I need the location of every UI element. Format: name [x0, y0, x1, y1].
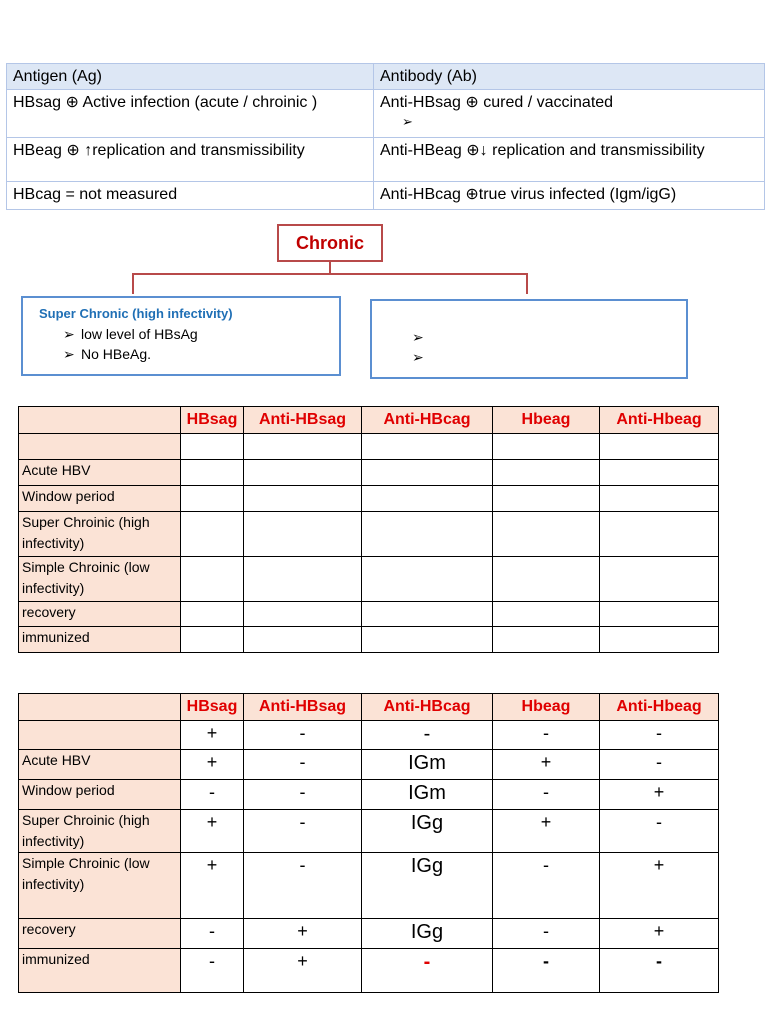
row-label: recovery [19, 919, 181, 949]
list-item [412, 327, 646, 347]
table-row [19, 460, 719, 486]
row-label [19, 721, 181, 750]
chronic-node: Chronic [277, 224, 383, 262]
value-cell [244, 602, 362, 627]
value-cell [493, 602, 600, 627]
value-cell [181, 460, 244, 486]
table-row [19, 919, 719, 949]
value-cell: - [600, 949, 719, 993]
value-cell [600, 557, 719, 602]
value-cell [362, 602, 493, 627]
bullet-arrow-icon: ➢ [412, 349, 424, 365]
value-cell: - [244, 721, 362, 750]
value-cell: - [493, 949, 600, 993]
table-row [19, 434, 719, 460]
corner-cell [19, 407, 181, 434]
table-header-row [19, 407, 719, 434]
value-cell [181, 627, 244, 653]
bullet-arrow-icon: ➢ [63, 346, 75, 362]
list-item: ➢ low level of HBsAg [63, 326, 198, 342]
value-cell [600, 512, 719, 557]
value-cell [493, 627, 600, 653]
value-cell: - [181, 949, 244, 993]
row-label: Super Chroinic (high infectivity) [19, 512, 181, 557]
blank-table-body [19, 434, 719, 653]
col-header: Anti-HBsag [244, 407, 362, 434]
value-cell [493, 512, 600, 557]
table-row [19, 486, 719, 512]
table-row [7, 138, 765, 182]
table-row [7, 90, 765, 138]
row-label: Super Chroinic (high infectivity) [19, 810, 181, 853]
value-cell: IGm [362, 780, 493, 810]
antigen-header: Antigen (Ag) [7, 64, 374, 90]
value-cell: + [244, 949, 362, 993]
value-cell: IGg [362, 810, 493, 853]
antigen-cell: HBeag ⊕ ↑replication and transmissibility [7, 138, 374, 182]
value-cell [493, 434, 600, 460]
antibody-header: Antibody (Ab) [374, 64, 765, 90]
col-header: HBsag [181, 407, 244, 434]
value-cell: + [244, 919, 362, 949]
value-cell [181, 557, 244, 602]
table-row [19, 949, 719, 993]
value-cell [362, 627, 493, 653]
value-cell: + [600, 780, 719, 810]
row-label: Simple Chroinic (low infectivity) [19, 853, 181, 919]
bullet-arrow-icon: ➢ [63, 326, 75, 342]
value-cell [362, 557, 493, 602]
super-chronic-title: Super Chronic (high infectivity) [39, 306, 233, 321]
col-header: Anti-HBcag [362, 694, 493, 721]
col-header: Anti-Hbeag [600, 694, 719, 721]
table-header-row [7, 64, 765, 90]
row-label [19, 434, 181, 460]
value-cell: + [600, 853, 719, 919]
table-row [7, 182, 765, 210]
table-row [19, 780, 719, 810]
antibody-cell [374, 90, 765, 138]
row-label: Simple Chroinic (low infectivity) [19, 557, 181, 602]
value-cell: IGg [362, 853, 493, 919]
value-cell: - [493, 919, 600, 949]
antibody-text: Anti-HBsag ⊕ cured / vaccinated [380, 94, 614, 111]
table-row [19, 810, 719, 853]
value-cell: - [600, 721, 719, 750]
corner-cell [19, 694, 181, 721]
value-cell: + [181, 721, 244, 750]
value-cell [600, 434, 719, 460]
table-row [19, 750, 719, 780]
answer-table-body [19, 721, 719, 993]
value-cell: - [181, 780, 244, 810]
row-label: Window period [19, 486, 181, 512]
value-cell: - [493, 721, 600, 750]
value-cell [600, 460, 719, 486]
value-cell: - [600, 750, 719, 780]
row-label: Acute HBV [19, 750, 181, 780]
row-label: recovery [19, 602, 181, 627]
col-header: Anti-HBcag [362, 407, 493, 434]
value-cell [181, 486, 244, 512]
value-cell: + [181, 810, 244, 853]
value-cell [362, 486, 493, 512]
table-header-row [19, 694, 719, 721]
value-cell: - [244, 780, 362, 810]
value-cell [181, 434, 244, 460]
table-row [19, 721, 719, 750]
table-row [19, 602, 719, 627]
table-row [19, 853, 719, 919]
antigen-antibody-table [6, 63, 765, 210]
list-item: ➢ No HBeAg. [63, 346, 152, 362]
value-cell: + [181, 853, 244, 919]
value-cell [600, 486, 719, 512]
value-cell: + [181, 750, 244, 780]
value-cell [244, 434, 362, 460]
value-cell: + [493, 750, 600, 780]
antigen-cell: HBsag ⊕ Active infection (acute / chroinic ) [7, 90, 374, 138]
col-header: Anti-HBsag [244, 694, 362, 721]
antibody-cell: Anti-HBcag ⊕true virus infected (Igm/igG) [374, 182, 765, 210]
col-header: Hbeag [493, 694, 600, 721]
value-cell: - [362, 949, 493, 993]
value-cell [244, 557, 362, 602]
value-cell [600, 627, 719, 653]
value-cell: IGg [362, 919, 493, 949]
value-cell: - [493, 853, 600, 919]
value-cell [600, 602, 719, 627]
col-header: Hbeag [493, 407, 600, 434]
value-cell: - [362, 721, 493, 750]
value-cell [244, 512, 362, 557]
table-row [19, 627, 719, 653]
bullet-arrow-icon: ➢ [402, 114, 413, 129]
value-cell [493, 557, 600, 602]
value-cell: + [493, 810, 600, 853]
table-row [19, 512, 719, 557]
antibody-cell: Anti-HBeag ⊕↓ replication and transmissibility [374, 138, 765, 182]
row-label: immunized [19, 627, 181, 653]
value-cell: - [181, 919, 244, 949]
super-chronic-node [21, 296, 341, 376]
row-label: Acute HBV [19, 460, 181, 486]
value-cell [362, 434, 493, 460]
bullet-arrow-icon: ➢ [412, 329, 424, 345]
col-header: HBsag [181, 694, 244, 721]
value-cell [181, 602, 244, 627]
row-label: immunized [19, 949, 181, 993]
serology-answer-table [18, 693, 719, 993]
value-cell: - [493, 780, 600, 810]
value-cell [244, 627, 362, 653]
col-header: Anti-Hbeag [600, 407, 719, 434]
value-cell [244, 486, 362, 512]
value-cell [362, 512, 493, 557]
value-cell [493, 486, 600, 512]
row-label: Window period [19, 780, 181, 810]
simple-chronic-node [370, 299, 688, 379]
value-cell: IGm [362, 750, 493, 780]
value-cell [181, 512, 244, 557]
table-row [19, 557, 719, 602]
value-cell: - [244, 810, 362, 853]
value-cell [244, 460, 362, 486]
antigen-cell: HBcag = not measured [7, 182, 374, 210]
value-cell: + [600, 919, 719, 949]
value-cell [362, 460, 493, 486]
serology-blank-table [18, 406, 719, 653]
value-cell: - [244, 750, 362, 780]
list-item [412, 347, 646, 367]
value-cell: - [244, 853, 362, 919]
value-cell [493, 460, 600, 486]
value-cell: - [600, 810, 719, 853]
